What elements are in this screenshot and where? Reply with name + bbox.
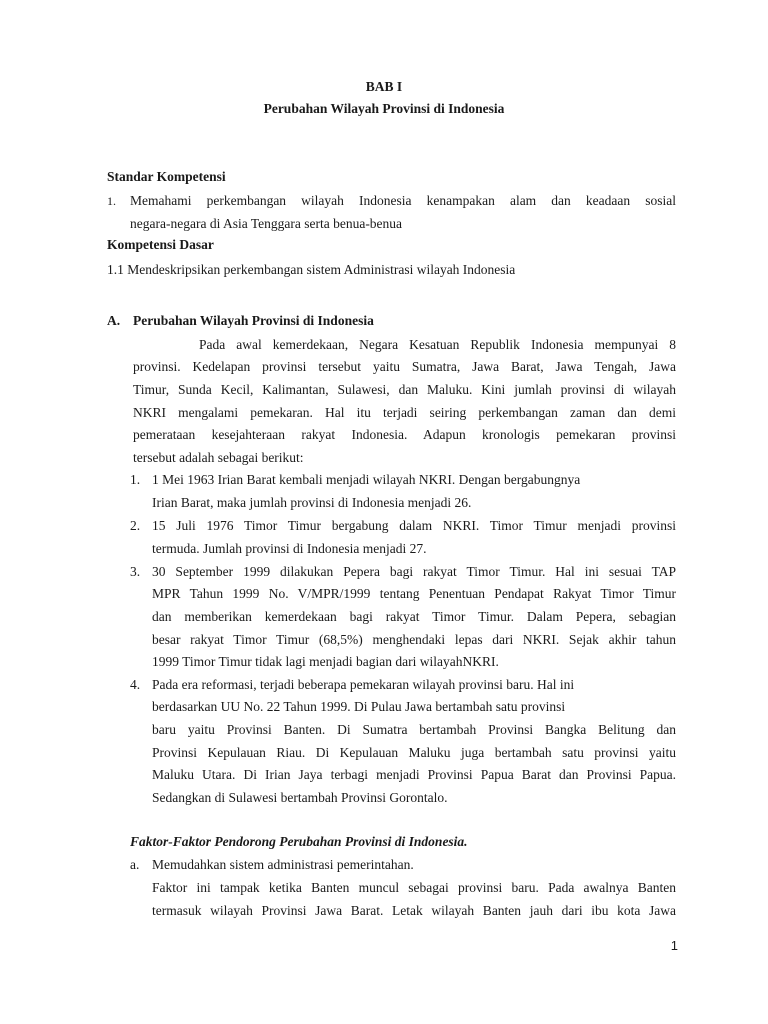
list-line: Irian Barat, maka jumlah provinsi di Indonesia menjadi 26. xyxy=(152,495,472,510)
list-line: 1 Mei 1963 Irian Barat kembali menjadi wilayah NKRI. Dengan bergabungnya xyxy=(152,472,581,487)
list-number: 2. xyxy=(130,518,141,533)
faktor-a-label: a. xyxy=(130,857,140,872)
list-number: 4. xyxy=(130,677,141,692)
section-a-label: A. xyxy=(107,313,121,328)
list-line: MPR Tahun 1999 No. V/MPR/1999 tentang Penentuan Pendapat Rakyat Timor Timur xyxy=(152,586,676,601)
list-line: berdasarkan UU No. 22 Tahun 1999. Di Pulau Jawa bertambah satu provinsi xyxy=(152,699,566,714)
list-line: 1999 Timor Timur tidak lagi menjadi bagian dari wilayahNKRI. xyxy=(152,654,499,669)
para-line: provinsi. Kedelapan provinsi tersebut yaitu Sumatra, Jawa Barat, Jawa Tengah, Jawa xyxy=(133,359,676,374)
list-line: baru yaitu Provinsi Banten. Di Sumatra bertambah Provinsi Bangka Belitung dan xyxy=(152,722,676,737)
list-line: Maluku Utara. Di Irian Jaya terbagi menjadi Provinsi Papua Barat dan Provinsi Papua. xyxy=(152,767,676,782)
list-line: 15 Juli 1976 Timor Timur bergabung dalam NKRI. Timor Timur menjadi provinsi xyxy=(152,518,676,533)
faktor-a-text: Memudahkan sistem administrasi pemerintahan. xyxy=(152,857,414,872)
list-line: 30 September 1999 dilakukan Pepera bagi rakyat Timor Timur. Hal ini sesuai TAP xyxy=(152,564,676,579)
chapter-subtitle: Perubahan Wilayah Provinsi di Indonesia xyxy=(263,101,505,116)
standar-heading: Standar Kompetensi xyxy=(107,169,226,184)
faktor-line: termasuk wilayah Provinsi Jawa Barat. Letak wilayah Banten jauh dari ibu kota Jawa xyxy=(152,903,676,918)
faktor-line: Faktor ini tampak ketika Banten muncul sebagai provinsi baru. Pada awalnya Banten xyxy=(152,880,676,895)
list-line: Sedangkan di Sulawesi bertambah Provinsi Gorontalo. xyxy=(152,790,448,805)
chapter-title: BAB I xyxy=(365,79,403,94)
section-a-heading: Perubahan Wilayah Provinsi di Indonesia xyxy=(133,313,374,328)
kompetensi-heading: Kompetensi Dasar xyxy=(107,237,214,252)
list-line: Provinsi Kepulauan Riau. Di Kepulauan Maluku juga bertambah satu provinsi yaitu xyxy=(152,745,676,760)
standar-line-2: negara-negara di Asia Tenggara serta benua-benua xyxy=(130,216,403,231)
para-line: Pada awal kemerdekaan, Negara Kesatuan Republik Indonesia mempunyai 8 xyxy=(199,337,676,352)
kompetensi-item: 1.1 Mendeskripsikan perkembangan sistem Administrasi wilayah Indonesia xyxy=(107,262,516,277)
para-line: tersebut adalah sebagai berikut: xyxy=(133,450,304,465)
list-line: Pada era reformasi, terjadi beberapa pemekaran wilayah provinsi baru. Hal ini xyxy=(152,677,575,692)
standar-number: 1. xyxy=(107,194,116,208)
list-number: 1. xyxy=(130,472,141,487)
list-line: dan memberikan kemerdekaan bagi rakyat Timor Timur. Dalam Pepera, sebagian xyxy=(152,609,676,624)
para-line: pemerataan kesejahteraan rakyat Indonesia. Adapun kronologis pemekaran provinsi xyxy=(133,427,676,442)
page-number: 1 xyxy=(670,938,678,953)
para-line: Timur, Sunda Kecil, Kalimantan, Sulawesi, dan Maluku. Kini jumlah provinsi di wilayah xyxy=(133,382,676,397)
faktor-heading: Faktor-Faktor Pendorong Perubahan Provinsi di Indonesia. xyxy=(130,834,468,849)
list-line: besar rakyat Timor Timur (68,5%) menghendaki lepas dari NKRI. Sejak akhir tahun xyxy=(152,632,676,647)
standar-line-1: Memahami perkembangan wilayah Indonesia kenampakan alam dan keadaan sosial xyxy=(130,193,676,208)
para-line: NKRI mengalami pemekaran. Hal itu terjadi seiring perkembangan zaman dan demi xyxy=(133,405,676,420)
list-line: termuda. Jumlah provinsi di Indonesia menjadi 27. xyxy=(152,541,427,556)
list-number: 3. xyxy=(130,564,141,579)
